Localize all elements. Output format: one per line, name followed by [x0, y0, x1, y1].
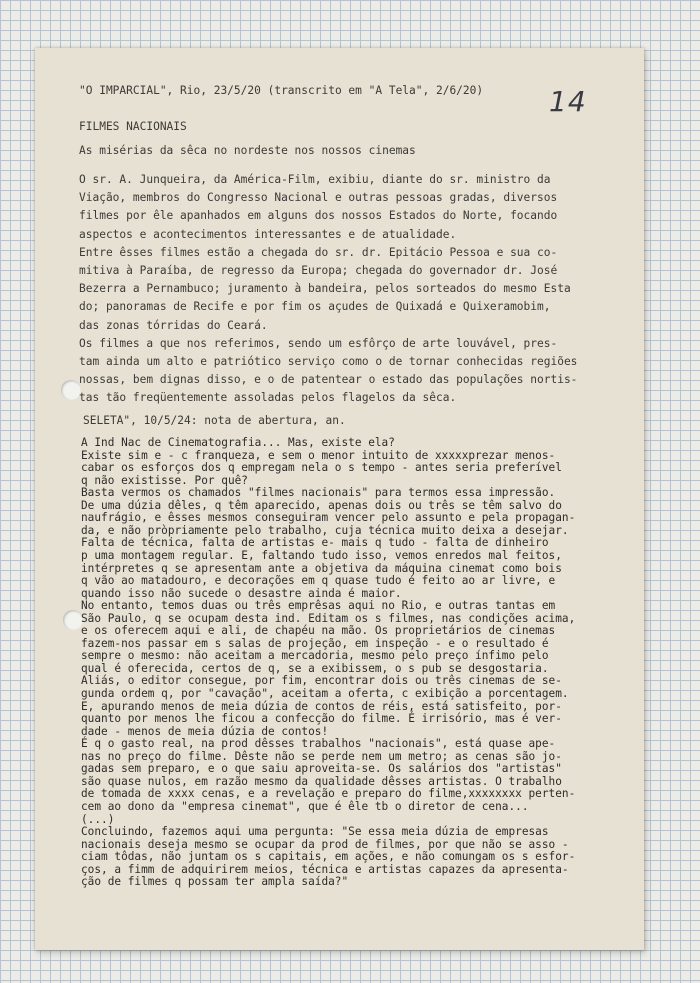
- text-line: De uma dúzia dêles, q têm aparecido, apenas dois ou três se têm salvo do: [81, 498, 562, 512]
- text-line: e os oferecem aqui e ali, de chapéu na mão. Os proprietários de cinemas: [81, 624, 556, 638]
- text-line: O sr. A. Junqueira, da América-Film, exibiu, diante do sr. ministro da: [79, 173, 551, 186]
- text-line: q vão ao matadouro, e decorações em q quase tudo é feito ao ar livre, e: [81, 574, 556, 588]
- text-line: No entanto, temos duas ou três emprêsas aqui no Rio, e outras tantas em: [81, 599, 556, 613]
- text-line: ção de filmes q possam ter ampla saída?": [81, 875, 349, 889]
- header-line: "O IMPARCIAL", Rio, 23/5/20 (transcrito em "A Tela", 2/6/20): [79, 84, 484, 97]
- text-line: (...): [81, 812, 115, 826]
- section-subtitle: As misérias da sêca no nordeste nos nossos cinemas: [79, 144, 416, 157]
- text-line: intérpretes q se apresentam ante a objetiva da máquina cinemat como bois: [81, 561, 562, 575]
- text-line: Entre êsses filmes estão a chegada do sr. dr. Epitácio Pessoa e sua co-: [79, 245, 558, 259]
- text-line: E, apurando menos de meia dúzia de contos de réis, está satisfeito, por-: [81, 699, 562, 713]
- text-line: São Paulo, q se ocupam desta ind. Editam os s filmes, nas condições acima,: [81, 611, 576, 625]
- text-line: são quase nulos, em razão mesmo da qualidade dêsses artistas. O trabalho: [81, 774, 562, 788]
- text-line: fazem-nos passar em s salas de projeção, em inspeção - e o resultado é: [81, 636, 549, 650]
- text-line: quanto por menos lhe ficou a confecção do filme. É irrisório, mas é ver-: [81, 712, 562, 726]
- text-line: de tomada de xxxx cenas, e a revelação e preparo do filme,xxxxxxxx perten-: [81, 787, 576, 801]
- text-line: ços, a fimm de adquirirem meios, técnica e artistas capazes da apresenta-: [81, 862, 569, 876]
- text-line: nas no preço do filme. Dêste não se perde nem um metro; as cenas são jo-: [81, 749, 562, 763]
- text-line: ciam tôdas, não juntam os s capitais, em ações, e não comungam os s esfor-: [81, 850, 576, 864]
- punch-hole-bottom: [63, 610, 83, 630]
- text-line: tas tão freqüentemente assoladas pelos flagelos da sêca.: [79, 391, 457, 405]
- text-line: Bezerra a Pernambuco; juramento à bandeira, pelos sorteados do mesmo Esta: [79, 282, 571, 296]
- text-line: quando isso não sucede o desastre ainda é maior.: [81, 586, 402, 600]
- text-line: filmes por êle apanhados em alguns dos nossos Estados do Norte, focando: [79, 209, 558, 223]
- text-line: cem ao dono da "empresa cinemat", que é êle tb o diretor de cena...: [81, 799, 529, 813]
- text-line: tam ainda um alto e patriótico serviço como o de tornar conhecidas regiões: [79, 355, 578, 368]
- folio-number: 14: [549, 85, 587, 118]
- text-line: Viação, membros do Congresso Nacional e outras pessoas gradas, diversos: [79, 191, 558, 205]
- punch-hole-top: [61, 380, 81, 400]
- text-line: nossas, bem dignas disso, e o de patentear o estado das populações nortis-: [79, 373, 578, 387]
- text-line: mitiva à Paraíba, de regresso da Europa; chegada do governador dr. José: [79, 264, 558, 277]
- text-line: nacionais deseja mesmo se ocupar da prod de filmes, por que não se asso -: [81, 837, 569, 851]
- text-line: cabar os esforços dos q empregam nela o s tempo - antes seria preferível: [81, 461, 562, 475]
- text-line: Existe sim e - c franqueza, e sem o menor intuito de xxxxxprezar menos-: [81, 448, 556, 462]
- text-line: dade - menos de meia dúzia de contos!: [81, 724, 329, 738]
- text-line: Concluindo, fazemos aqui uma pergunta: "Se essa meia dúzia de empresas: [81, 825, 549, 839]
- text-line: Aliás, o editor consegue, por fim, encontrar dois ou três cinemas de se-: [81, 674, 562, 688]
- text-line: Falta de técnica, falta de artistas e- mais q tudo - falta de dinheiro: [81, 536, 549, 550]
- text-line: q não existisse. Por quê?: [81, 473, 248, 487]
- text-line: Os filmes a que nos referimos, sendo um esfôrço de arte louvável, pres-: [79, 336, 558, 350]
- text-line: Basta vermos os chamados "filmes nacionais" para termos essa impressão.: [81, 486, 556, 500]
- text-line: gadas sem preparo, e o que saiu aproveita-se. Os salários dos "artistas": [81, 762, 562, 776]
- text-line: da, e não pròpriamente pelo trabalho, cuja técnica muito deixa a desejar.: [81, 523, 569, 537]
- text-line: É q o gasto real, na prod dêsses trabalhos "nacionais", está quase ape-: [81, 737, 556, 751]
- text-line: qual é oferecida, certos de q, se a exibissem, o s pub se desgostaria.: [81, 661, 549, 675]
- typewritten-page: [35, 48, 644, 950]
- article-2-heading: SELETA", 10/5/24: nota de abertura, an.: [83, 414, 346, 427]
- text-line: aspectos e acontecimentos interessantes e de atualidade.: [79, 227, 457, 241]
- text-line: do; panoramas de Recife e por fim os açudes de Quixadá e Quixeramobim,: [79, 300, 551, 314]
- text-line: A Ind Nac de Cinematografia... Mas, existe ela?: [81, 436, 395, 449]
- text-line: p uma montagem regular. E, faltando tudo isso, vemos enredos mal feitos,: [81, 548, 562, 562]
- text-line: gunda ordem q, por "cavação", aceitam a oferta, c exibição a porcentagem.: [81, 687, 569, 700]
- text-line: sempre o mesmo: não aceitam a mercadoria, mesmo pelo preço ínfimo pelo: [81, 649, 549, 663]
- text-line: naufrágio, e êsses mesmos conseguiram vencer pelo assunto e pela propagan-: [81, 511, 576, 525]
- text-line: das zonas tórridas do Ceará.: [79, 318, 268, 332]
- section-title: FILMES NACIONAIS: [79, 120, 187, 133]
